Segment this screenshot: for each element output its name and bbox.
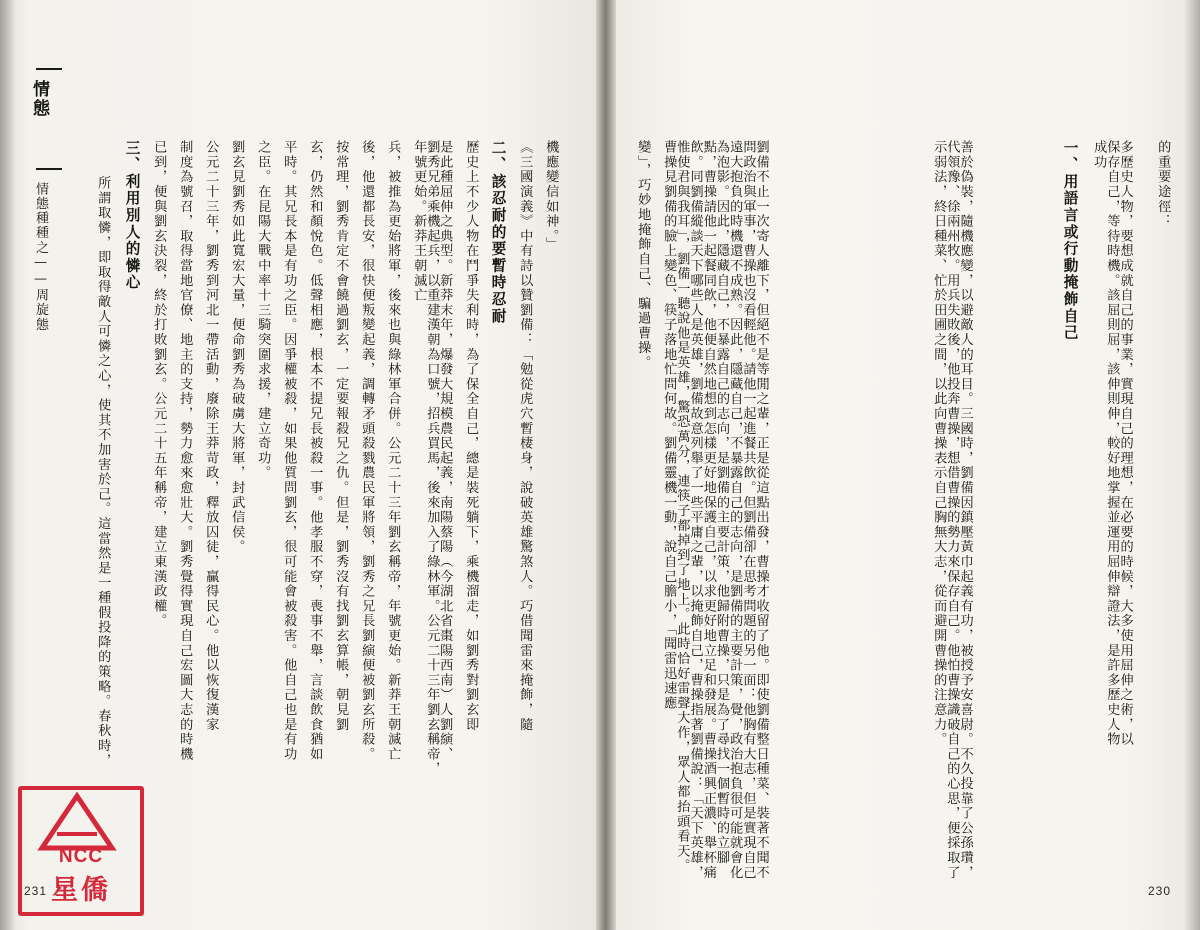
left-col-10: 玄，仍然和顏悅色。低聲相應，根本不提兄長被殺一事。他孝服不穿，喪事不舉，言談飲食猶如 [307,140,323,762]
left-col-6: 劉秀兄弟乘機起兵，以重建漢朝為口號，招兵買馬，後來加入了綠林軍。公元二十三年劉玄稱帝，年號更始。新莽王朝滅亡 [411,140,440,777]
banner-rule-mid [36,168,62,170]
right-edge-shadow [1184,0,1200,930]
right-page-number: 230 [1148,884,1172,898]
left-col-4: 歷史上不少人物在鬥爭失利時，為了保全自己，總是裝死躺下，乘機溜走，如劉秀對劉玄即 [463,140,479,732]
left-col-8: 後，他還都長安，很快便叛變起義，調轉矛頭殺戮農民軍將領，劉秀之兄長劉縯便被劉玄所殺。 [359,140,375,762]
left-col-2: 《三國演義》中有詩以贊劉備：「勉從虎穴暫棲身，說破英雄驚煞人。巧借聞雷來掩飾，隨 [517,140,533,732]
stamp-label-cn: 星僑 [51,875,111,906]
left-col-17-heading: 三、利用別人的憐心 [123,140,141,292]
left-col-7: 兵，被推為更始將軍，後來也與綠林軍合併。公元二十三年劉玄稱帝，年號更始。新莽王朝滅亡 [385,140,401,762]
left-col-14: 公元二十三年，劉秀到河北一帶活動，廢除王莽苛政，釋放囚徒，贏得民心。他以恢復漢家 [203,140,219,732]
left-col-11: 平時。其兄長本是有功之臣。因爭權被殺，如果他質問劉玄，很可能會被殺害。他自己也是有功 [281,140,297,762]
right-col-2: 劉備不止一次寄人離下，但絕不是等閒之輩，正是從這點出發，曹操才收留了他。即使劉備整日種菜、裝著不聞不問政治與軍事，曹操也沒看輕他。請他一起進餐共飲。但劉備卻在思考問題的另一面：他胸有大志，但是實現自己遠大抱負的時機還不成熟。因此，隱藏自己，不暴露自己的志向，是劉備的主要計策，覺，政治抱負很可能就會化為泡影。因此，隱藏自己，不暴露自己的志向，是劉備的主要計策，他歸附曹操，只是為了尋找一個暫時的立腳點，曹操請他一起餐同飲，他便自然地想到怎樣更好地保護自己，以求更好地立足和發展。曹操酒興正濃、舉杯痛飲。同劉備縱談天下哪些人是英雄，劉備故意列舉了一些平庸之輩，以掩飾自己，曹操指著劉備說：「天下英雄，惟使君與我耳」，劉備一聽說他是英雄，驚恐萬分，連筷子都掉到了地上。此時恰好雷聲大作，眾人都抬頭看天。曹操見劉備的臉上變色、筷子落地忙問何故。劉備靈機一動，說自己膽小，「聞雷迅速應 [661,140,769,880]
left-col-9: 按常理，劉秀肯定不會饒過劉玄，一定要報殺兄之仇。但是，劉秀沒有找劉玄算帳，朝見劉 [333,140,349,732]
left-col-16: 已到，便與劉玄決裂，終於打敗劉玄。公元二十五年稱帝，建立東漢政權。 [151,140,167,629]
left-col-3-heading: 二、該忍耐的要暫時忍耐 [489,140,507,325]
left-col-1: 機應變信如神。」 [543,140,559,252]
left-col-5: 是此種屈伸之典型。新莽末年，爆發大規模農民起義，南陽蔡陽（今湖北省棗陽西南）人劉縯、 [437,140,453,762]
chapter-banner-subtitle: 情態種種之——周旋態 [33,182,48,332]
right-col-4-heading: 一、用語言或行動掩飾自己 [1061,140,1079,342]
chapter-banner-title: 情態 [29,80,49,119]
right-col-3: 善於偽裝，隨機應變，以避敵人的耳目。三國時，劉備因鎮壓黃巾起義有功，被授予安喜尉。不久投靠了公孫瓚，代領豫、徐兩州牧。用兵失敗後，他投奔曹操，想借曹操的勢力來保存自己。他怕曹操識破自己的心思，便採取了示弱法，終日種菜、忙於田圃之間，以此向曹操表示自己胸無大志，從而避開曹操的注意力。 [931,140,973,880]
left-col-13: 劉玄見劉秀如此寬宏大量，便命劉秀為破虜大將軍，封武信侯。 [229,140,245,555]
left-col-12: 之臣。在昆陽大戰中率十三騎突圍求援，建立奇功。 [255,140,271,481]
left-page-number: 231 [24,884,48,898]
stamp-label-en: NCC [58,846,104,867]
ncc-library-stamp [18,786,144,916]
right-col-6: 的重要途徑： [1155,140,1171,229]
left-col-18: 所謂取憐，即取得敵人可憐之心，使其不加害於己。這當然是一種假投降的策略。春秋時， [95,176,111,768]
book-gutter [596,0,616,930]
left-edge-shadow [0,0,16,930]
left-col-15: 制度為號召，取得當地官僚、地主的支持，勢力愈來愈壯大。劉秀覺得實現自己宏圖大志的時機 [177,140,193,762]
right-col-1: 變」，巧妙地掩飾自己、騙過曹操。 [635,140,651,371]
right-col-5: 多歷史人物，要想成就自己的事業，實現自己的理想，在必要的時候，大多使用屈伸之術，以保存自己，等待時機。該屈則屈，該伸則伸，較好地掌握並運用屈伸辯證法，是許多歷史人物成功 [1091,140,1133,747]
banner-rule-top [36,68,62,70]
